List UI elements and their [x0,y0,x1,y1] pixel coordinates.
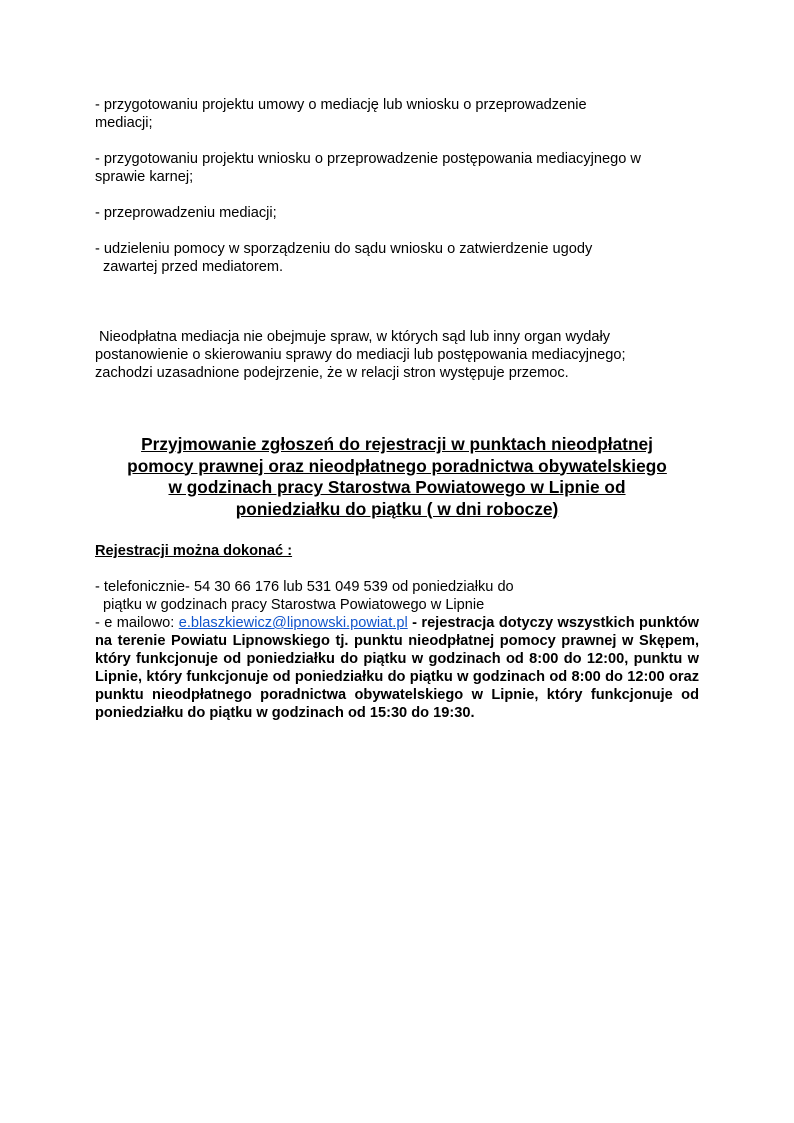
list-item-draft-criminal-motion [95,150,699,186]
list-item-text: - przygotowaniu projektu umowy o mediację lub wniosku o przeprowadzenie [95,97,587,113]
email-prefix: - e mailowo: [95,615,179,631]
email-link[interactable]: e.blaszkiewicz@lipnowski.powiat.pl [178,615,408,631]
section-heading [95,434,699,520]
registration-title: Rejestracji można dokonać : [95,543,293,559]
list-item-text: - przygotowaniu projektu wniosku o przeprowadzenie postępowania mediacyjnego w [95,151,641,167]
heading-line: poniedziałku do piątku ( w dni robocze) [235,498,559,519]
exclusion-text: postanowienie o skierowaniu sprawy do mediacji lub postępowania mediacyjnego; [95,347,626,363]
email-dash: - [407,615,422,631]
heading-line: w godzinach pracy Starostwa Powiatowego w Lipnie od [168,477,626,497]
list-item-draft-agreement [95,96,699,132]
list-item-text: sprawie karnej; [95,169,194,185]
exclusion-paragraph [95,328,699,382]
exclusion-text: Nieodpłatna mediacja nie obejmuje spraw, w których sąd lub inny organ wydały [99,329,611,345]
list-item-text: - przeprowadzeniu mediacji; [95,205,277,221]
list-item-text: zawartej przed mediatorem. [103,259,284,275]
registration-phone [95,578,699,614]
email-details: rejestracja dotyczy wszystkich punktów na terenie Powiatu Lipnowskiego tj. punktu nieodpłatnej pomocy prawnej w Skępem, który funkcjonuje od poniedziałku do piątku w godzinach od 8:00 do 12:00, punktu w Lipnie, który funkcjonuje od poniedziałku do piątku w godzinach od 8:00 do 12:00 oraz punktu nieodpłatnego poradnictwa obywatelskiego w Lipnie, który funkcjonuje od poniedziałku do piątku w godzinach od 15:30 do 19:30. [95,615,699,721]
heading-line: pomocy prawnej oraz nieodpłatnego poradnictwa obywatelskiego [127,455,667,476]
document-page [95,96,699,722]
phone-text: piątku w godzinach pracy Starostwa Powiatowego w Lipnie [103,597,485,613]
registration-email [95,614,699,722]
exclusion-text: zachodzi uzasadnione podejrzenie, że w relacji stron występuje przemoc. [95,365,569,381]
list-item-text: mediacji; [95,115,153,131]
list-item-text: - udzieleniu pomocy w sporządzeniu do sądu wniosku o zatwierdzenie ugody [95,241,593,257]
list-item-conduct-mediation [95,204,699,222]
phone-text: - telefonicznie- 54 30 66 176 lub 531 049 539 od poniedziałku do [95,579,514,595]
heading-line: Przyjmowanie zgłoszeń do rejestracji w punktach nieodpłatnej [141,434,653,454]
list-item-settlement-approval [95,240,699,276]
